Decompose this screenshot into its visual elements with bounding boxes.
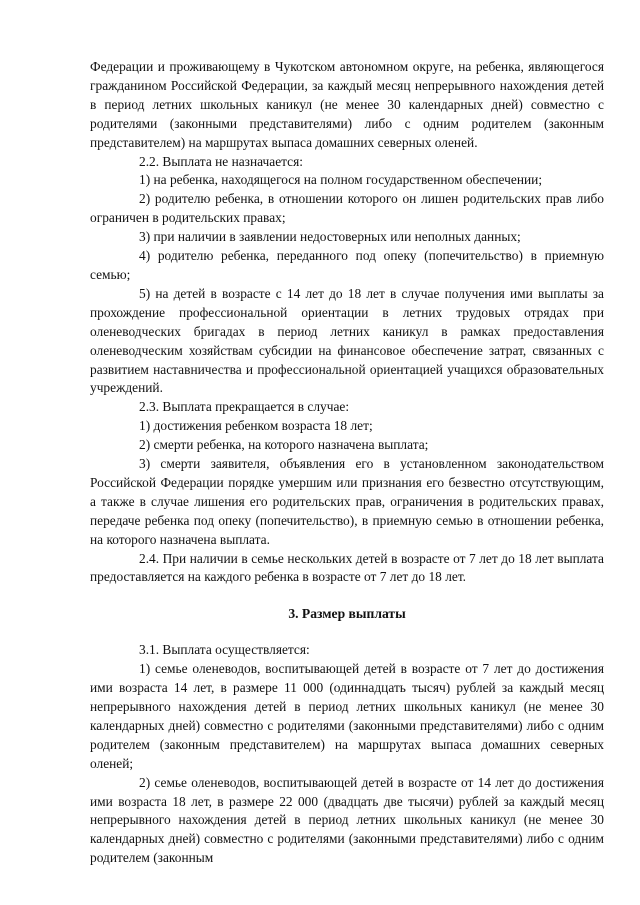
clause-2-2-item-5: 5) на детей в возрасте с 14 лет до 18 лет в случае получения ими выплаты за прохождение профессиональной ориентации в летних трудовых отрядах при оленеводческих бригадах в период летних каникул в рамках предоставления оленеводческим хозяйствам субсидии на финансовое обеспечение затрат, связанных с развитием наставничества и профессиональной ориентацией учащихся образовательных учреждений. [90, 285, 604, 396]
clause-3-1-item-1: 1) семье оленеводов, воспитывающей детей в возрасте от 7 лет до достижения ими возраста 14 лет, в размере 11 000 (одиннадцать тысяч) рублей за каждый месяц непрерывного нахождения детей в период летних школьных каникул (не менее 30 календарных дней) совместно с родителями (законными представителями) либо с одним родителем (законным представителем) на маршрутах выпаса домашних северных оленей; [90, 661, 604, 771]
clause-2-3-item-1: 1) достижения ребенком возраста 18 лет; [139, 418, 373, 434]
clause-3-1-title: 3.1. Выплата осуществляется: [139, 642, 310, 658]
clause-2-4: 2.4. При наличии в семье нескольких детей в возрасте от 7 лет до 18 лет выплата предоставляется на каждого ребенка в возрасте от 7 лет до 18 лет. [90, 550, 604, 585]
clause-2-2-item-4: 4) родителю ребенка, переданного под опеку (попечительство) в приемную семью; [90, 248, 604, 282]
clause-2-3-item-2: 2) смерти ребенка, на которого назначена выплата; [139, 437, 429, 453]
clause-2-3-item-3: 3) смерти заявителя, объявления его в установленном законодательством Российской Федерации порядке умершим или признания его безвестно отсутствующим, а также в случае лишения его родительских прав, ограничения в родительских правах, передаче ребенка под опеку (попечительство), в приемную семью в отношении ребенка, на которого назначена выплата. [90, 456, 604, 547]
clause-2-2-item-1: 1) на ребенка, находящегося на полном государственном обеспечении; [139, 172, 543, 188]
clause-2-3-title: 2.3. Выплата прекращается в случае: [139, 399, 350, 415]
clause-3-1-item-2: 2) семье оленеводов, воспитывающей детей в возрасте от 14 лет до достижения ими возраста 18 лет, в размере 22 000 (двадцать две тысячи) рублей за каждый месяц непрерывного нахождения детей в период летних школьных каникул (не менее 30 календарных дней) совместно с родителями (законными представителями) либо с одним родителем (законным [90, 774, 604, 866]
clause-2-2-item-3: 3) при наличии в заявлении недостоверных или неполных данных; [139, 229, 521, 245]
document-page [90, 58, 604, 868]
clause-2-2-title: 2.2. Выплата не назначается: [139, 153, 304, 169]
section-3-heading: 3. Размер выплаты [288, 606, 406, 622]
paragraph-continuation: Федерации и проживающему в Чукотском автономном округе, на ребенка, являющегося гражданином Российской Федерации, за каждый месяц непрерывного нахождения детей в период летних школьных каникул (не менее 30 календарных дней) совместно с родителями (законными представителями) либо с одним родителем (законным представителем) на маршрутах выпаса домашних северных оленей. [90, 59, 604, 150]
clause-2-2-item-2: 2) родителю ребенка, в отношении которого он лишен родительских прав либо ограничен в родительских правах; [90, 191, 604, 226]
